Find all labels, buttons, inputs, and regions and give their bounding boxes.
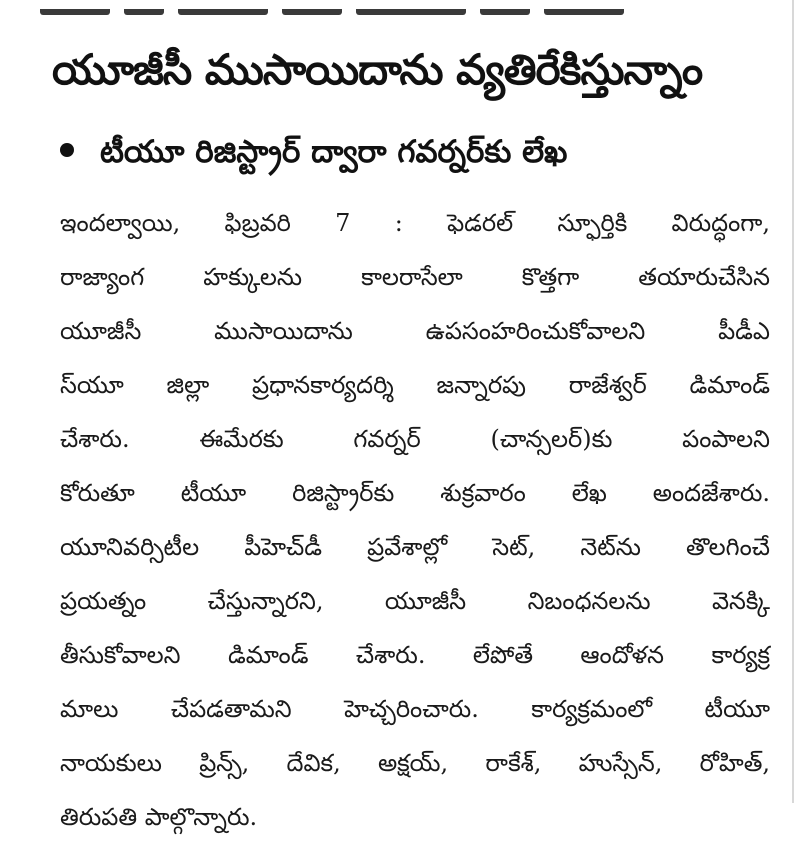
body-line: స్‌యూ జిల్లా ప్రధానకార్యదర్శి జన్నారపు రాజేశ్వర్ డిమాండ్ xyxy=(60,371,770,399)
body-line: ఇందల్వాయి, ఫిబ్రవరి 7 : ఫెడరల్ స్ఫూర్తికి విరుద్ధంగా, xyxy=(60,209,770,237)
bullet-icon xyxy=(60,143,74,157)
article-subheading: టీయూ రిజిస్ట్రార్ ద్వారా గవర్నర్‌కు లేఖ xyxy=(100,134,568,170)
body-line: యూజీసీ ముసాయిదాను ఉపసంహరించుకోవాలని పీడీఎ xyxy=(60,317,770,345)
article-subheading-row xyxy=(60,128,760,176)
body-line: చేశారు. ఈమేరకు గవర్నర్ (చాన్సలర్)కు పంపాలని xyxy=(60,425,770,453)
clipped-previous-text xyxy=(40,0,740,8)
body-line: ప్రయత్నం చేస్తున్నారని, యూజీసీ నిబంధనలను వెనక్కి xyxy=(60,587,770,615)
body-line: తీసుకోవాలని డిమాండ్ చేశారు. లేపోతే ఆందోళన కార్యక్ర xyxy=(60,641,770,669)
article-headline: యూజీసీ ముసాయిదాను వ్యతిరేకిస్తున్నాం xyxy=(52,45,703,94)
page-edge-shadow xyxy=(792,0,794,803)
body-line: మాలు చేపడతామని హెచ్చరించారు. కార్యక్రమంలో టీయూ xyxy=(60,695,770,723)
article-body xyxy=(60,196,770,844)
body-line: యూనివర్సిటీల పీహెచ్‌డీ ప్రవేశాల్లో సెట్, నెట్‌ను తొలగించే xyxy=(60,533,770,561)
body-line: రాజ్యాంగ హక్కులను కాలరాసేలా కొత్తగా తయారుచేసిన xyxy=(60,263,770,291)
body-line: తిరుపతి పాల్గొన్నారు. xyxy=(60,803,258,831)
body-line: నాయకులు ప్రిన్స్, దేవిక, అక్షయ్, రాకేశ్, హుస్సేన్, రోహిత్, xyxy=(60,749,770,777)
body-line: కోరుతూ టీయూ రిజిస్ట్రార్‌కు శుక్రవారం లేఖ అందజేశారు. xyxy=(60,479,770,507)
